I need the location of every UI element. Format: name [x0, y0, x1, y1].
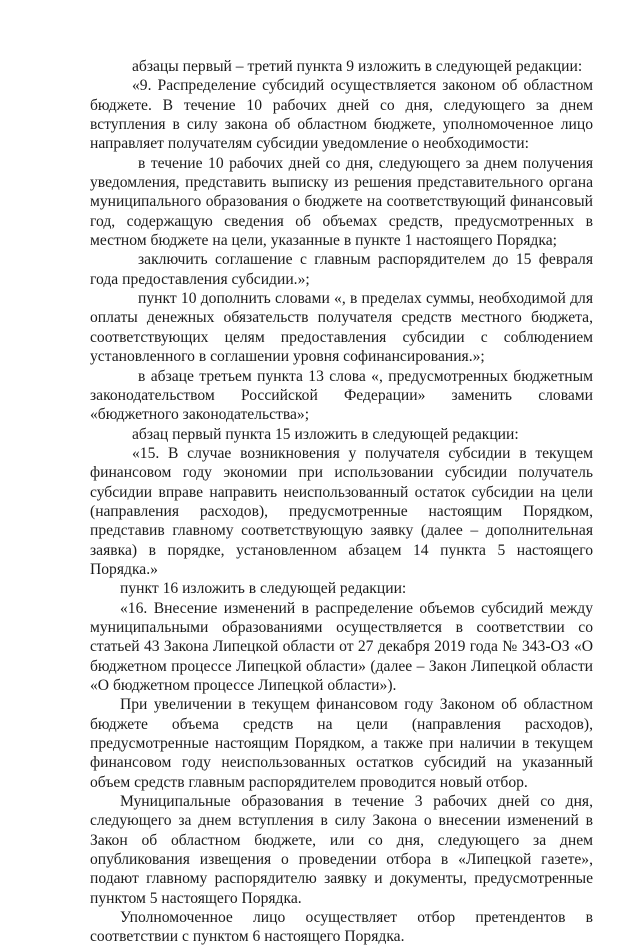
paragraph-4: заключить соглашение с главным распорядителем до 15 февраля года предоставления субсидии.»; — [90, 251, 593, 288]
paragraph-6: в абзаце третьем пункта 13 слова «, предусмотренных бюджетным законодательством Российской Федерации» заменить словами «бюджетного законодательства»; — [90, 367, 593, 424]
paragraph-13: Уполномоченное лицо осуществляет отбор претендентов в соответствии с пунктом 6 настоящего Порядка. — [90, 909, 593, 946]
paragraph-3: в течение 10 рабочих дней со дня, следующего за днем получения уведомления, представить выписку из решения представительного органа муниципального образования о бюджете на соответствующий финансовый год, содержащую сведения об объемах средств, предусмотренных в местном бюджете на цели, указанные в пункте 1 настоящего Порядка; — [90, 154, 593, 250]
paragraph-1: абзацы первый – третий пункта 9 изложить в следующей редакции: — [132, 58, 583, 75]
paragraph-5: пункт 10 дополнить словами «, в пределах суммы, необходимой для оплаты денежных обязательств получателя средств местного бюджета, соответствующих целям предоставления субсидии с соблюдением установленного в соглашении уровня софинансирования.»; — [90, 290, 593, 366]
document-page — [90, 57, 593, 947]
paragraph-2: «9. Распределение субсидий осуществляется законом об областном бюджете. В течение 10 рабочих дней со дня, следующего за днем вступления в силу закона об областном бюджете, уполномоченное лицо направляет получателям субсидии уведомление о необходимости: — [90, 77, 593, 153]
paragraph-7: абзац первый пункта 15 изложить в следующей редакции: — [132, 425, 519, 443]
paragraph-12: Муниципальные образования в течение 3 рабочих дней со дня, следующего за днем вступления в силу Закона о внесении изменений в Закон об областном бюджете, или со дня, следующего за днем опубликования извещения о проведении отбора в «Липецкой газете», подают главному распорядителю заявку и документы, предусмотренные пунктом 5 настоящего Порядка. — [90, 793, 593, 907]
paragraph-9: пункт 16 изложить в следующей редакции: — [120, 580, 407, 598]
paragraph-10: «16. Внесение изменений в распределение объемов субсидий между муниципальными образованиями осуществляется в соответствии со статьей 43 Закона Липецкой области от 27 декабря 2019 года № 343-ОЗ «О бюджетном процессе Липецкой области» (далее – Закон Липецкой области «О бюджетном процессе Липецкой области»). — [90, 599, 593, 694]
paragraph-11: При увеличении в текущем финансовом году Законом об областном бюджете объема средств на цели (направления расходов), предусмотренные настоящим Порядком, а также при наличии в текущем финансовом году неиспользованных остатков субсидий на указанный объем средств главным распорядителем проводится новый отбор. — [90, 696, 593, 791]
paragraph-8: «15. В случае возникновения у получателя субсидии в текущем финансовом году экономии при использовании субсидии получатель субсидии вправе направить неиспользованный остаток субсидии на цели (направления расходов), предусмотренные настоящим Порядком, представив главному соответствующую заявку (далее – дополнительная заявка) в порядке, установленном абзацем 14 пункта 5 настоящего Порядка.» — [90, 444, 593, 578]
